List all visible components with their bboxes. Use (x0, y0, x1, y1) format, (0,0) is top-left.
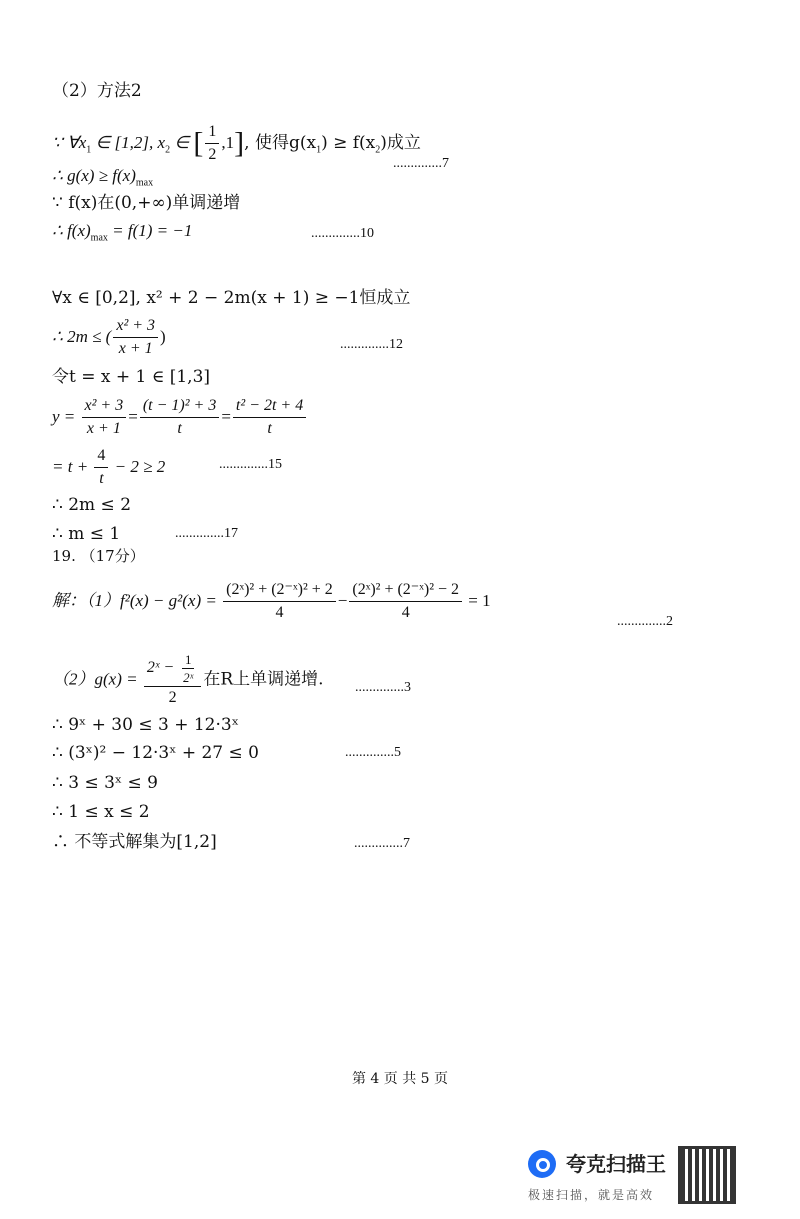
fraction (113, 316, 158, 359)
denominator: 4 (275, 604, 284, 621)
bracket: [ (193, 126, 204, 160)
numerator: 1 (182, 652, 195, 669)
numerator: t² − 2t + 4 (233, 396, 306, 418)
denominator: t (267, 420, 272, 437)
text: 解：（1）f²(x) − g²(x) = (52, 591, 222, 610)
equals: = (221, 407, 231, 426)
text: y = (52, 407, 80, 426)
text: ,1 (221, 133, 235, 152)
text: − 2 ≥ 2 (110, 457, 166, 476)
denominator: 2 (208, 146, 217, 163)
text: ∴ 2m ≤ ( (52, 327, 112, 346)
numerator: 4 (94, 446, 108, 468)
math-line-14: ∴ 9ˣ + 30 ≤ 3 + 12·3ˣ (52, 715, 239, 735)
sub-max: max (135, 177, 154, 189)
watermark (528, 1146, 758, 1206)
text: = 1 (464, 591, 491, 610)
numerator: (2ˣ)² + (2⁻ˣ)² − 2 (349, 580, 462, 602)
math-line-6 (52, 316, 166, 359)
denominator: t (177, 420, 182, 437)
score-2: ..............2 (617, 614, 673, 629)
equals: = (128, 407, 138, 426)
math-line-16: ∴ 3 ≤ 3ˣ ≤ 9 (52, 773, 158, 793)
sub-max: max (90, 232, 108, 244)
math-line-4 (52, 220, 192, 249)
inner-fraction (180, 652, 196, 685)
sub-1: 1 (316, 144, 322, 156)
numerator: 1 (205, 122, 219, 144)
sub-2: 2 (165, 144, 171, 156)
denominator: x + 1 (118, 340, 153, 357)
text: ∈ (170, 133, 194, 152)
text: = f(1) = −1 (107, 221, 193, 240)
numerator: x² + 3 (82, 396, 127, 418)
text: ∵ ∀x (52, 133, 87, 152)
fraction (223, 580, 336, 623)
score-5: ..............5 (345, 745, 401, 760)
score-17: ..............17 (175, 526, 238, 541)
minus: − (337, 591, 348, 610)
page-footer: 第 4 页 共 5 页 (351, 1071, 449, 1087)
bracket: ] (234, 126, 245, 160)
qr-code-icon (678, 1146, 736, 1204)
math-line-17: ∴ 1 ≤ x ≤ 2 (52, 802, 150, 822)
math-line-15: ∴ (3ˣ)² − 12·3ˣ + 27 ≤ 0 (52, 743, 259, 763)
fraction (205, 122, 219, 165)
sub-1: 1 (86, 144, 92, 156)
text: （2）g(x) = (52, 669, 142, 689)
scanner-logo-icon (528, 1150, 556, 1178)
text: )成立 (380, 133, 421, 153)
watermark-slogan: 极速扫描，就是高效 (528, 1188, 655, 1202)
text: = t + (52, 457, 93, 476)
math-line-11: ∴ m ≤ 1 (52, 524, 121, 544)
math-line-2 (52, 165, 153, 194)
math-line-12 (52, 580, 491, 623)
numerator (144, 652, 201, 687)
math-line-18: ∴ 不等式解集为[1,2] (52, 832, 217, 852)
text: 2ˣ − (146, 659, 179, 677)
text: ) ≥ f(x (321, 133, 376, 153)
score-7a: ..............7 (393, 156, 449, 171)
denominator: 4 (401, 604, 410, 621)
math-line-3: ∵ f(x)在(0,+∞)单调递增 (52, 193, 241, 213)
fraction (94, 446, 108, 489)
method-heading: （2）方法2 (52, 81, 142, 101)
score-7b: ..............7 (354, 836, 410, 851)
denominator: t (99, 470, 104, 487)
fraction (82, 396, 127, 439)
math-line-5: ∀x ∈ [0,2], x² + 2 − 2m(x + 1) ≥ −1恒成立 (52, 288, 411, 308)
math-line-9 (52, 446, 165, 489)
math-line-13 (52, 652, 324, 708)
score-10: ..............10 (311, 226, 374, 241)
denominator: 2 (168, 689, 177, 706)
text: ) (160, 327, 166, 346)
score-12: ..............12 (340, 337, 403, 352)
math-line-7: 令t = x + 1 ∈ [1,3] (52, 367, 211, 387)
score-15: ..............15 (219, 457, 282, 472)
fraction (233, 396, 306, 439)
sub-2: 2 (375, 144, 381, 156)
question-19: 19. （17分） (52, 547, 145, 565)
numerator: (2ˣ)² + (2⁻ˣ)² + 2 (223, 580, 336, 602)
denominator: 2ˣ (183, 670, 194, 685)
text: ∴ f(x) (52, 221, 91, 240)
math-line-1 (52, 122, 421, 165)
text: , 使得g(x (244, 133, 317, 153)
denominator: x + 1 (86, 420, 121, 437)
fraction (144, 652, 201, 708)
text: 在R上单调递增. (203, 669, 324, 690)
text: ∴ g(x) ≥ f(x) (52, 166, 136, 185)
fraction (140, 396, 220, 439)
text: ∈ [1,2], x (91, 133, 166, 152)
watermark-name: 夸克扫描王 (566, 1152, 666, 1176)
fraction (349, 580, 462, 623)
numerator: x² + 3 (113, 316, 158, 338)
score-3: ..............3 (355, 680, 411, 695)
numerator: (t − 1)² + 3 (140, 396, 220, 418)
math-line-8 (52, 396, 308, 439)
math-line-10: ∴ 2m ≤ 2 (52, 495, 132, 515)
